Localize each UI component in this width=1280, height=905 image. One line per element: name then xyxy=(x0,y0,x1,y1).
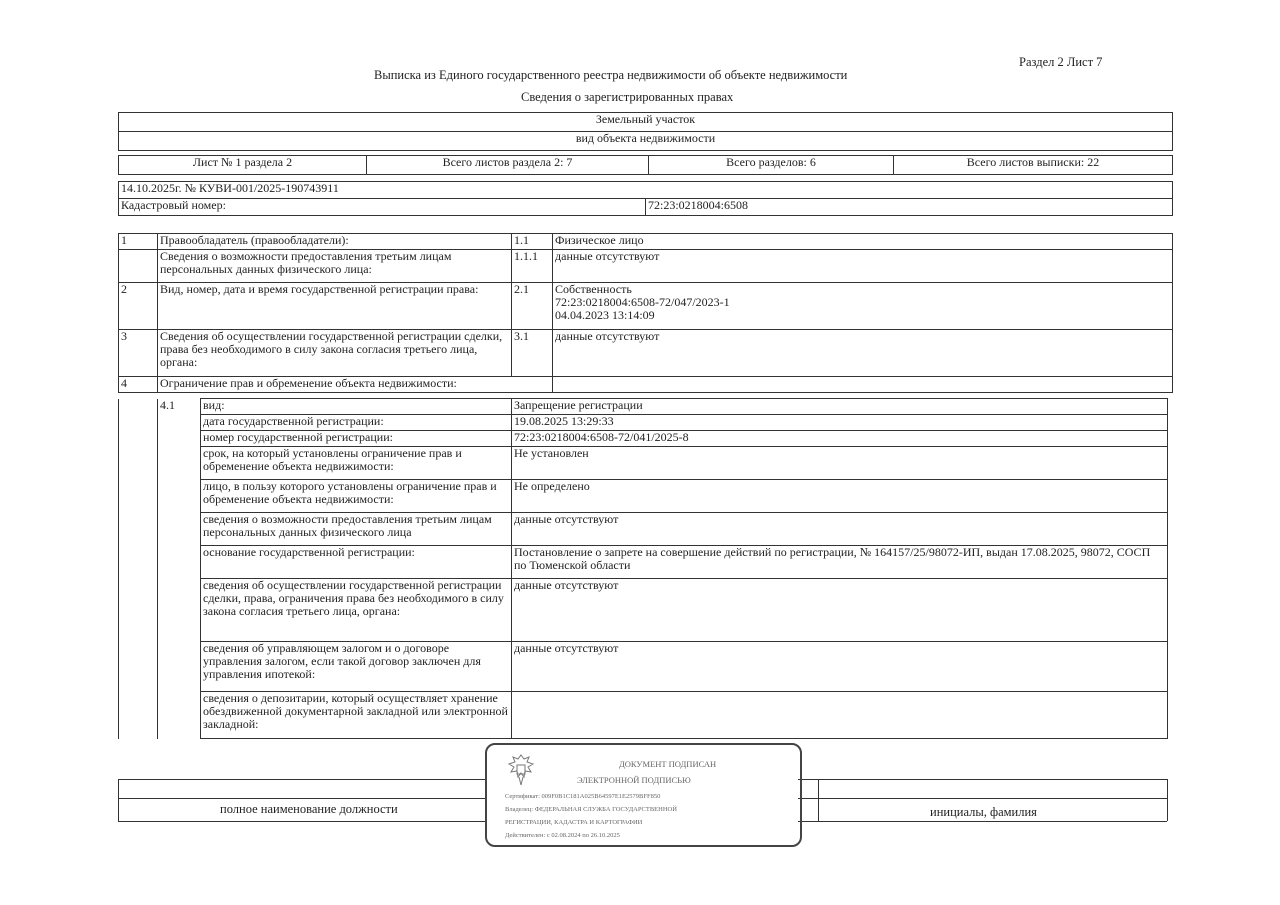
cadastral-label: Кадастровый номер: xyxy=(119,199,646,216)
row-value xyxy=(553,283,1173,330)
footer-line xyxy=(118,779,486,780)
document-subtitle: Сведения о зарегистрированных правах xyxy=(521,90,734,104)
encumbrance-value: Запрещение регистрации xyxy=(512,399,1168,415)
right-reg-date: 04.04.2023 13:14:09 xyxy=(555,308,655,322)
total-section-sheets: Всего листов раздела 2: 7 xyxy=(367,156,649,175)
footer-line xyxy=(1167,779,1168,821)
encumbrance-value: Не определено xyxy=(512,480,1168,513)
doc-date-number: 14.10.2025г. № КУВИ-001/2025-190743911 xyxy=(119,182,1173,199)
encumbrance-row xyxy=(119,480,1168,513)
row-number: 2 xyxy=(119,283,158,330)
cadastral-number: 72:23:0218004:6508 xyxy=(646,199,1173,216)
rights-table xyxy=(118,233,1173,393)
document-title: Выписка из Единого государственного реестра недвижимости об объекте недвижимости xyxy=(374,68,848,82)
stamp-line1: ДОКУМЕНТ ПОДПИСАН xyxy=(619,759,717,769)
encumbrance-row xyxy=(119,546,1168,579)
encumbrance-value xyxy=(512,692,1168,739)
encumbrance-label: сведения об осуществлении государственной регистрации сделки, права, ограничения права без необходимого в силу закона согласия третьего лица, органа: xyxy=(201,579,512,642)
encumbrance-label: вид: xyxy=(201,399,512,415)
row-sub-number: 4.1 xyxy=(158,399,201,415)
encumbrance-row xyxy=(119,399,1168,415)
encumbrance-label: сведения об управляющем залогом и о договоре управления залогом, если такой договор заключен для управления ипотекой: xyxy=(201,642,512,692)
total-extract-sheets: Всего листов выписки: 22 xyxy=(894,156,1173,175)
object-kind-label: вид объекта недвижимости xyxy=(119,132,1173,151)
footer-line xyxy=(118,779,119,821)
row-number: 3 xyxy=(119,330,158,377)
right-type: Собственность xyxy=(555,282,632,296)
encumbrance-row xyxy=(119,415,1168,431)
row-value: Физическое лицо xyxy=(553,234,1173,250)
total-sections: Всего разделов: 6 xyxy=(649,156,894,175)
name-label: инициалы, фамилия xyxy=(930,805,1037,819)
encumbrance-row xyxy=(119,431,1168,447)
encumbrance-value: 72:23:0218004:6508-72/041/2025-8 xyxy=(512,431,1168,447)
signature-stamp xyxy=(485,743,802,847)
sheets-table xyxy=(118,155,1173,175)
encumbrance-row xyxy=(119,579,1168,642)
encumbrance-table xyxy=(118,398,1168,739)
encumbrance-label: номер государственной регистрации: xyxy=(201,431,512,447)
row-value: данные отсутствуют xyxy=(553,250,1173,283)
encumbrance-row xyxy=(119,692,1168,739)
row-label: Сведения об осуществлении государственной регистрации сделки, права без необходимого в силу закона согласия третьего лица, органа: xyxy=(158,330,512,377)
row-label: Вид, номер, дата и время государственной регистрации права: xyxy=(158,283,512,330)
footer-line xyxy=(118,821,486,822)
encumbrance-value: данные отсутствуют xyxy=(512,579,1168,642)
section-sheet-label: Раздел 2 Лист 7 xyxy=(1019,55,1103,69)
footer-line xyxy=(118,798,486,799)
stamp-owner1: Владелец: ФЕДЕРАЛЬНАЯ СЛУЖБА ГОСУДАРСТВЕННОЙ xyxy=(505,806,677,813)
encumbrance-row xyxy=(119,513,1168,546)
encumbrance-label: дата государственной регистрации: xyxy=(201,415,512,431)
object-type-table xyxy=(118,112,1173,151)
emblem-icon xyxy=(507,753,535,787)
encumbrance-label: лицо, в пользу которого установлены ограничение прав и обременение объекта недвижимости: xyxy=(201,480,512,513)
footer-line xyxy=(798,779,1167,780)
footer-line xyxy=(798,821,1167,822)
footer-line xyxy=(798,798,1167,799)
footer-line xyxy=(818,779,819,821)
row-number: 4 xyxy=(119,377,158,393)
encumbrance-row xyxy=(119,642,1168,692)
object-name: Земельный участок xyxy=(119,113,1173,132)
row-value: данные отсутствуют xyxy=(553,330,1173,377)
row-label: Ограничение прав и обременение объекта недвижимости: xyxy=(158,377,553,393)
stamp-valid: Действителен: с 02.08.2024 по 26.10.2025 xyxy=(505,832,620,839)
row-sub-number: 2.1 xyxy=(512,283,553,330)
row-label: Правообладатель (правообладатели): xyxy=(158,234,512,250)
right-reg-number: 72:23:0218004:6508-72/047/2023-1 xyxy=(555,295,730,309)
encumbrance-value: Не установлен xyxy=(512,447,1168,480)
encumbrance-value: Постановление о запрете на совершение действий по регистрации, № 164157/25/98072-ИП, выдан 17.08.2025, 98072, СОСП по Тюменской области xyxy=(512,546,1168,579)
sheet-number: Лист № 1 раздела 2 xyxy=(119,156,367,175)
row-sub-number: 1.1.1 xyxy=(512,250,553,283)
encumbrance-value: данные отсутствуют xyxy=(512,642,1168,692)
encumbrance-label: сведения о депозитарии, который осуществляет хранение обездвиженной документарной закладной или электронной закладной: xyxy=(201,692,512,739)
stamp-line2: ЭЛЕКТРОННОЙ ПОДПИСЬЮ xyxy=(577,775,691,785)
stamp-certificate: Сертификат: 009F0B1C181A025B64597E1E2579BFF850 xyxy=(505,793,661,800)
row-sub-number: 3.1 xyxy=(512,330,553,377)
encumbrance-value: данные отсутствуют xyxy=(512,513,1168,546)
encumbrance-label: основание государственной регистрации: xyxy=(201,546,512,579)
row-sub-number: 1.1 xyxy=(512,234,553,250)
encumbrance-row xyxy=(119,447,1168,480)
position-label: полное наименование должности xyxy=(220,802,398,816)
encumbrance-label: сведения о возможности предоставления третьим лицам персональных данных физического лица xyxy=(201,513,512,546)
encumbrance-value: 19.08.2025 13:29:33 xyxy=(512,415,1168,431)
row-number: 1 xyxy=(119,234,158,250)
encumbrance-label: срок, на который установлены ограничение прав и обременение объекта недвижимости: xyxy=(201,447,512,480)
stamp-owner2: РЕГИСТРАЦИИ, КАДАСТРА И КАРТОГРАФИИ xyxy=(505,819,643,826)
row-label: Сведения о возможности предоставления третьим лицам персональных данных физического лица: xyxy=(158,250,512,283)
doc-info-table xyxy=(118,181,1173,216)
